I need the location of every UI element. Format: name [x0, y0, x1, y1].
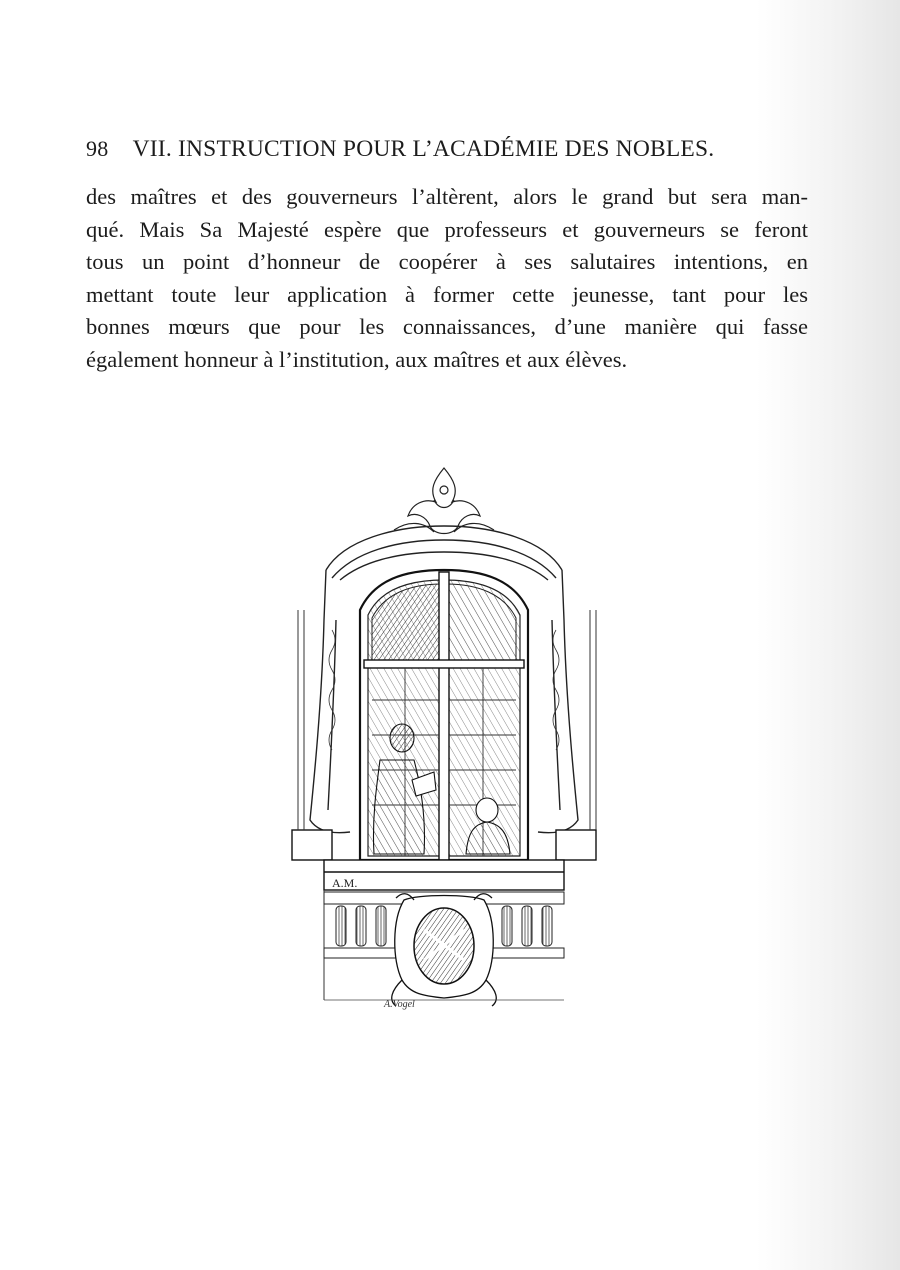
engraving-initials: A.M. — [332, 876, 358, 890]
text-line: des maîtres et des gouverneurs l’altèrent, alors le grand but sera man- — [86, 184, 808, 209]
coat-of-arms-cartouche — [392, 894, 497, 1006]
text-line: tous un point d’honneur de coopérer à ses salutaires intentions, en — [86, 249, 808, 275]
artist-signature: A.Vogel — [384, 999, 415, 1010]
running-head: VII. INSTRUCTION POUR L’ACADÉMIE DES NOBLES. — [132, 136, 715, 162]
text-line: qué. Mais Sa Majesté espère que professeurs et gouverneurs se feront — [86, 216, 808, 242]
text-line: bonnes mœurs que pour les connaissances, d’une manière qui fasse — [86, 314, 808, 340]
text-line: également honneur à l’institution, aux maîtres et aux élèves. — [86, 346, 628, 372]
crest-ornament — [394, 468, 494, 534]
page-header — [86, 132, 786, 166]
body-paragraph — [86, 181, 808, 377]
window-engraving — [284, 460, 614, 1025]
page-number: 98 — [86, 136, 109, 161]
text-line: mettant toute leur application à former cette jeunesse, tant pour les — [86, 281, 808, 307]
window-engraving-drawing — [284, 460, 614, 1025]
